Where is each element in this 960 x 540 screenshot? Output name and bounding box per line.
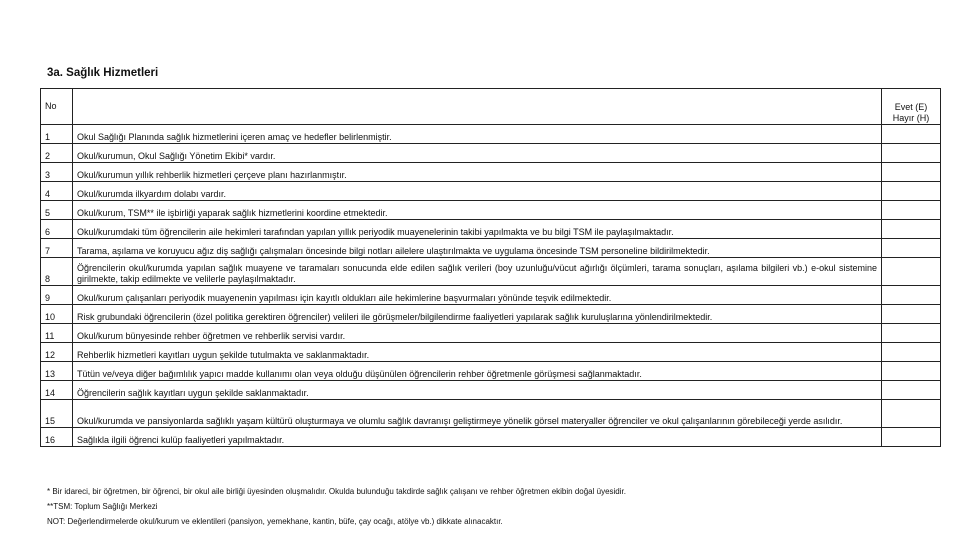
- row-criterion: Sağlıkla ilgili öğrenci kulüp faaliyetleri yapılmaktadır.: [73, 428, 882, 447]
- table-row: [41, 400, 941, 428]
- table-row: [41, 239, 941, 258]
- row-criterion: Okul/kurumda ve pansiyonlarda sağlıklı yaşam kültürü oluşturmaya ve olumlu sağlık davranışı geliştirmeye yönelik görsel materyaller öğrenciler ve okul çalışanlarının görebileceği yerde asılıdır.: [73, 400, 882, 428]
- header-answer-no: Hayır (H): [892, 113, 930, 123]
- answer-cell[interactable]: [882, 220, 941, 239]
- answer-cell[interactable]: [882, 163, 941, 182]
- table-row: [41, 163, 941, 182]
- header-answer-yes: Evet (E): [894, 102, 928, 112]
- answer-cell[interactable]: [882, 125, 941, 144]
- row-number: 7: [41, 239, 73, 258]
- row-criterion: Okul/kurumdaki tüm öğrencilerin aile hekimleri tarafından yapılan yıllık periyodik muayenelerinin takibi yapılmakta ve bu bilgi TSM ile paylaşılmaktadır.: [73, 220, 882, 239]
- answer-cell[interactable]: [882, 400, 941, 428]
- row-number: 9: [41, 286, 73, 305]
- table-row: [41, 324, 941, 343]
- table-row: [41, 182, 941, 201]
- row-number: 15: [41, 400, 73, 428]
- row-criterion: Okul/kurum bünyesinde rehber öğretmen ve rehberlik servisi vardır.: [73, 324, 882, 343]
- answer-cell[interactable]: [882, 381, 941, 400]
- footnote-note: NOT: Değerlendirmelerde okul/kurum ve eklentileri (pansiyon, yemekhane, kantin, büfe, çay ocağı, atölye vb.) dikkate alınacaktır.: [47, 517, 503, 526]
- table-header-row: [41, 89, 941, 125]
- row-criterion: Risk grubundaki öğrencilerin (özel politika gerektiren öğrenciler) velileri ile görüşmeler/bilgilendirme faaliyetleri yapılarak sağlık kuruluşlarına yönlendirilmektedir.: [73, 305, 882, 324]
- answer-cell[interactable]: [882, 201, 941, 220]
- table-row: [41, 144, 941, 163]
- answer-cell[interactable]: [882, 343, 941, 362]
- health-services-checklist-table: [40, 88, 941, 447]
- footnote-tsm: **TSM: Toplum Sağlığı Merkezi: [47, 502, 158, 511]
- row-criterion: Öğrencilerin sağlık kayıtları uygun şekilde saklanmaktadır.: [73, 381, 882, 400]
- row-criterion: Okul/kurum çalışanları periyodik muayenenin yapılması için kayıtlı oldukları aile hekimlerine başvurmaları yönünde teşvik edilmektedir.: [73, 286, 882, 305]
- row-number: 12: [41, 343, 73, 362]
- answer-cell[interactable]: [882, 428, 941, 447]
- footnotes: [47, 484, 626, 529]
- table-row: [41, 220, 941, 239]
- row-number: 2: [41, 144, 73, 163]
- table-row: [41, 305, 941, 324]
- table-row: [41, 258, 941, 286]
- row-number: 6: [41, 220, 73, 239]
- header-description: [73, 89, 882, 125]
- header-answer: [882, 89, 941, 125]
- answer-cell[interactable]: [882, 239, 941, 258]
- row-number: 16: [41, 428, 73, 447]
- row-number: 1: [41, 125, 73, 144]
- row-criterion: Öğrencilerin okul/kurumda yapılan sağlık muayene ve taramaları sonucunda elde edilen sağlık verileri (boy uzunluğu/vücut ağırlığı ölçümleri, tarama sonuçları, aşılama bilgileri vb.) e-okul sistemine girilmekte, takip edilmekte ve velilerle paylaşılmaktadır.: [73, 258, 882, 286]
- row-criterion: Okul/kurum, TSM** ile işbirliği yaparak sağlık hizmetlerini koordine etmektedir.: [73, 201, 882, 220]
- row-number: 3: [41, 163, 73, 182]
- row-number: 4: [41, 182, 73, 201]
- table-row: [41, 125, 941, 144]
- header-no: No: [41, 89, 73, 125]
- row-criterion: Tütün ve/veya diğer bağımlılık yapıcı madde kullanımı olan veya olduğu düşünülen öğrencilerin rehber öğretmenle görüşmesi sağlanmaktadır.: [73, 362, 882, 381]
- table-row: [41, 428, 941, 447]
- row-criterion: Okul Sağlığı Planında sağlık hizmetlerini içeren amaç ve hedefler belirlenmiştir.: [73, 125, 882, 144]
- answer-cell[interactable]: [882, 258, 941, 286]
- row-number: 11: [41, 324, 73, 343]
- footnote-team: * Bir idareci, bir öğretmen, bir öğrenci, bir okul aile birliği üyesinden oluşmalıdır. Okulda bulunduğu takdirde sağlık çalışanı ve rehber öğretmen ekibin doğal üyesidir.: [47, 487, 626, 496]
- table-row: [41, 286, 941, 305]
- answer-cell[interactable]: [882, 324, 941, 343]
- answer-cell[interactable]: [882, 305, 941, 324]
- row-criterion: Tarama, aşılama ve koruyucu ağız diş sağlığı çalışmaları öncesinde bilgi notları ailelere ulaştırılmakta ve uygulama öncesinde TSM personeline bildirilmektedir.: [73, 239, 882, 258]
- table-row: [41, 381, 941, 400]
- row-number: 13: [41, 362, 73, 381]
- answer-cell[interactable]: [882, 182, 941, 201]
- row-criterion: Okul/kurumun yıllık rehberlik hizmetleri çerçeve planı hazırlanmıştır.: [73, 163, 882, 182]
- table-row: [41, 343, 941, 362]
- row-number: 8: [41, 258, 73, 286]
- row-number: 10: [41, 305, 73, 324]
- row-criterion: Rehberlik hizmetleri kayıtları uygun şekilde tutulmakta ve saklanmaktadır.: [73, 343, 882, 362]
- row-criterion: Okul/kurumda ilkyardım dolabı vardır.: [73, 182, 882, 201]
- row-criterion: Okul/kurumun, Okul Sağlığı Yönetim Ekibi* vardır.: [73, 144, 882, 163]
- section-title: 3a. Sağlık Hizmetleri: [47, 67, 159, 79]
- answer-cell[interactable]: [882, 286, 941, 305]
- answer-cell[interactable]: [882, 144, 941, 163]
- table-row: [41, 362, 941, 381]
- answer-cell[interactable]: [882, 362, 941, 381]
- row-number: 14: [41, 381, 73, 400]
- row-number: 5: [41, 201, 73, 220]
- table-row: [41, 201, 941, 220]
